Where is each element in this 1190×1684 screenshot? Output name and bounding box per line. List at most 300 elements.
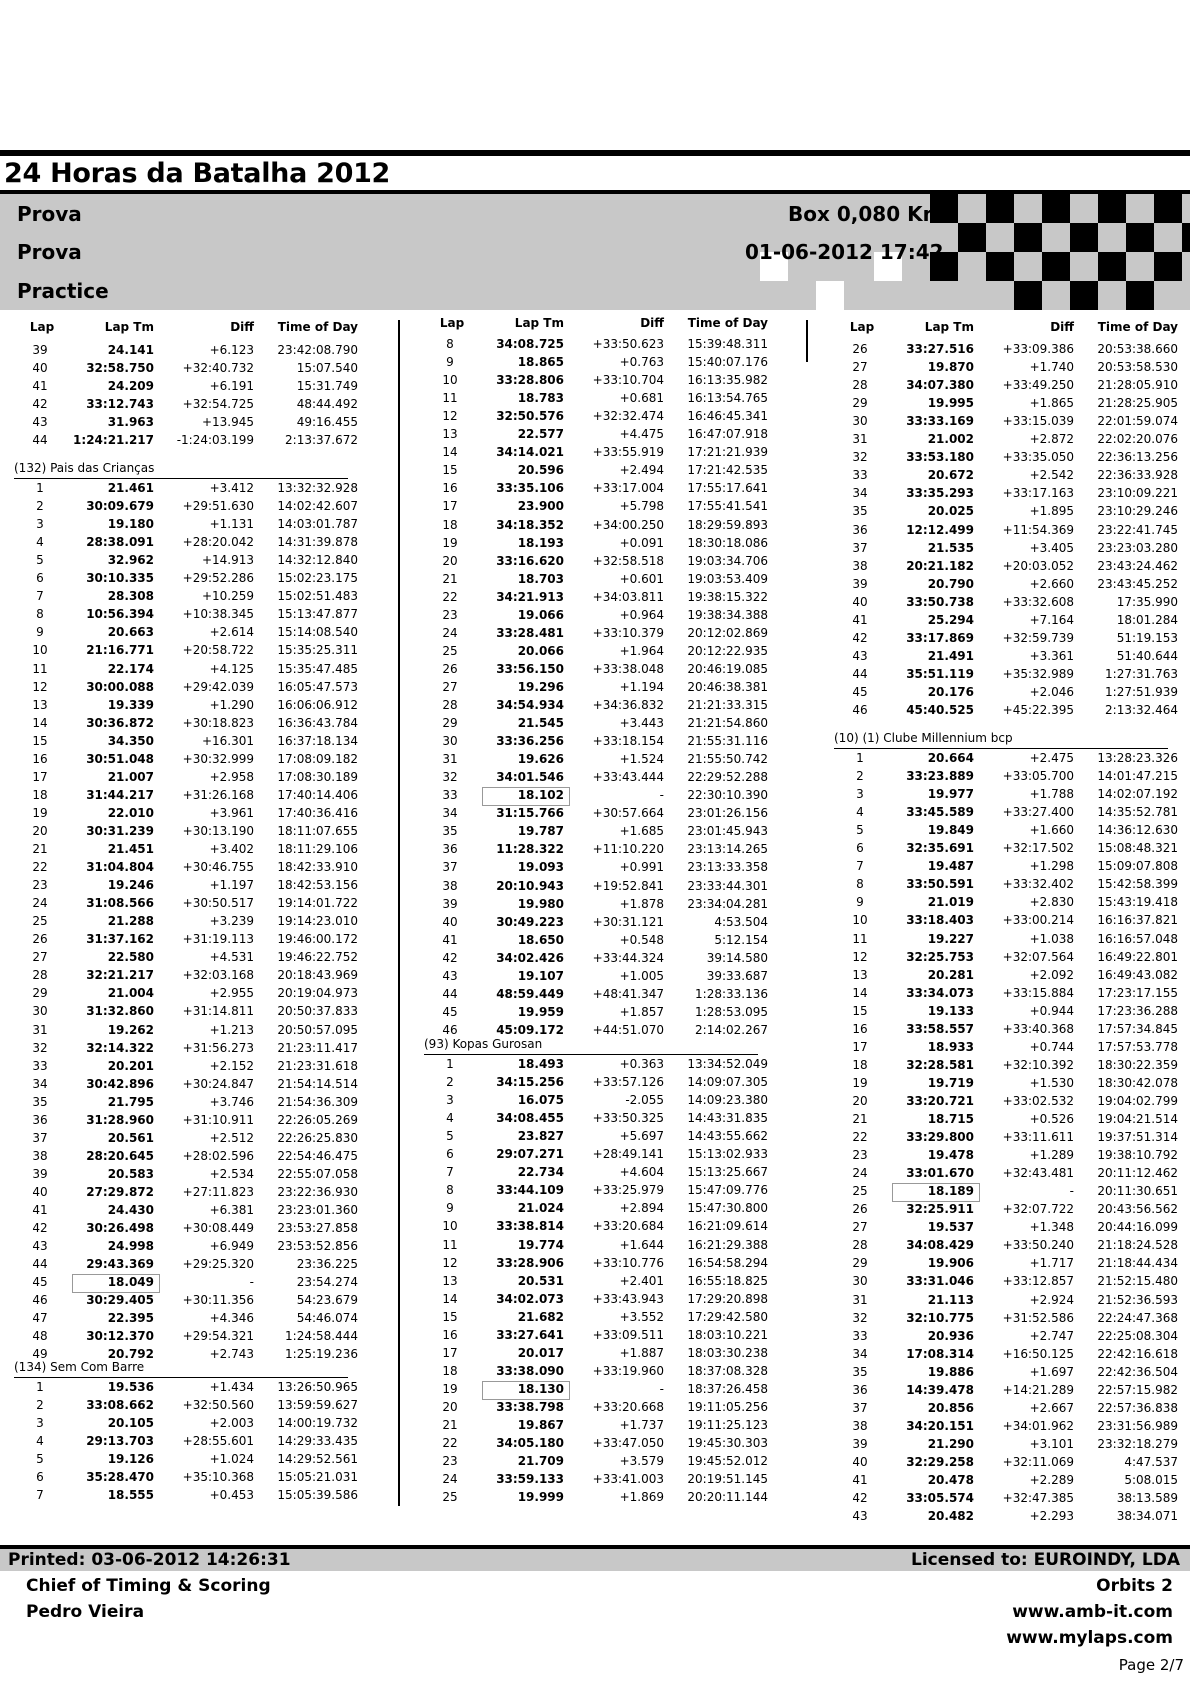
lap-time: 19.487 <box>927 859 974 874</box>
lap-diff: +2.743 <box>209 1347 254 1362</box>
lap-diff: +31:26.168 <box>182 787 254 802</box>
lap-time: 20.596 <box>517 463 564 478</box>
lap-number: 15 <box>32 733 48 748</box>
time-of-day: 18:30:22.359 <box>1097 1057 1178 1072</box>
time-of-day: 20:12:22.935 <box>687 643 768 658</box>
lap-diff: +3.443 <box>619 716 664 731</box>
lap-number: 46 <box>442 1022 458 1037</box>
lap-diff: -1:24:03.199 <box>176 433 254 448</box>
lap-number: 31 <box>442 752 458 767</box>
lap-diff: +20:58.722 <box>182 643 254 658</box>
lap-diff: +1.685 <box>619 824 664 839</box>
time-of-day: 23:36.225 <box>296 1257 358 1272</box>
lap-time: 34:14.021 <box>496 445 564 460</box>
lap-number: 21 <box>852 1112 868 1126</box>
lap-time: 24.209 <box>107 379 154 394</box>
lap-diff: +33:57.126 <box>592 1075 664 1090</box>
lap-diff: +2.924 <box>1029 1292 1074 1307</box>
lap-diff: +32:47.385 <box>1002 1491 1074 1506</box>
lap-time: 21:16.771 <box>86 643 154 658</box>
lap-number: 5 <box>36 1452 44 1467</box>
lap-time: 20.790 <box>927 576 974 591</box>
lap-number: 30 <box>852 414 868 429</box>
lap-number: 14 <box>852 985 868 1000</box>
time-of-day: 17:21:21.939 <box>687 445 768 460</box>
lap-diff: +44:51.070 <box>592 1022 664 1037</box>
time-of-day: 15:05:39.586 <box>277 1488 358 1503</box>
lap-number: 9 <box>36 625 44 640</box>
time-of-day: 23:13:14.265 <box>687 842 768 857</box>
time-of-day: 2:14:02.267 <box>695 1022 768 1037</box>
time-of-day: 2:13:32.464 <box>1105 703 1178 717</box>
team-underline <box>14 1377 348 1378</box>
lap-number: 22 <box>852 1130 868 1145</box>
lap-time: 34:18.352 <box>496 517 564 532</box>
lap-diff: +3.552 <box>619 1309 664 1324</box>
lap-time: 19.227 <box>927 931 974 946</box>
time-of-day: 1:27:51.939 <box>1105 684 1178 699</box>
lap-diff: +29:25.320 <box>182 1257 254 1272</box>
lap-time: 32:21.217 <box>86 968 154 983</box>
time-of-day: 20:19:51.145 <box>687 1472 768 1487</box>
best-lap-box <box>482 787 570 806</box>
time-of-day: 18:30:42.078 <box>1097 1075 1178 1090</box>
time-of-day: 16:54:58.294 <box>687 1255 768 1270</box>
lap-time: 19.719 <box>927 1075 974 1090</box>
lap-time: 28.308 <box>107 589 154 604</box>
lap-number: 45 <box>852 684 868 699</box>
time-of-day: 15:02:23.175 <box>277 571 358 586</box>
lap-diff: +4.475 <box>619 427 664 442</box>
lap-number: 21 <box>32 842 48 856</box>
lap-number: 4 <box>36 1434 44 1449</box>
printed-date: Printed: 03-06-2012 14:26:31 <box>8 1550 291 1570</box>
lap-diff: +33:11.611 <box>1002 1130 1074 1145</box>
lap-number: 18 <box>442 517 458 532</box>
time-of-day: 22:30:10.390 <box>687 788 768 803</box>
time-of-day: 13:59:59.627 <box>277 1398 358 1413</box>
lap-time: 29:13.703 <box>86 1434 154 1449</box>
lap-diff: +32:54.725 <box>182 397 254 412</box>
time-of-day: 22:57:36.838 <box>1097 1400 1178 1415</box>
lap-number: 29 <box>852 1256 868 1271</box>
lap-number: 5 <box>856 823 864 838</box>
time-of-day: 18:11:07.655 <box>277 823 358 838</box>
lap-time: 19.107 <box>517 968 564 983</box>
lap-diff: +33:43.444 <box>592 770 664 785</box>
lap-diff: +2.955 <box>209 986 254 1001</box>
lap-diff: +33:17.004 <box>592 481 664 496</box>
time-of-day: 1:27:31.763 <box>1105 666 1178 681</box>
time-of-day: 21:55:31.116 <box>687 734 768 749</box>
lap-time: 19.066 <box>517 607 564 622</box>
lap-time: 19.959 <box>517 1004 564 1019</box>
lap-time: 21.002 <box>927 432 974 447</box>
time-of-day: 18:37:26.458 <box>687 1381 768 1396</box>
lap-diff: +2.046 <box>1029 684 1074 699</box>
col-lap-header: Lap <box>439 316 465 330</box>
time-of-day: 18:03:10.221 <box>687 1327 768 1342</box>
lap-diff: +2.747 <box>1029 1328 1074 1343</box>
lap-diff: +1.717 <box>1029 1256 1074 1271</box>
website-link-1[interactable]: www.amb-it.com <box>1012 1602 1173 1622</box>
time-of-day: 16:36:43.784 <box>277 715 358 730</box>
lap-number: 42 <box>852 630 868 645</box>
lap-number: 10 <box>442 373 458 388</box>
time-of-day: 14:36:12.630 <box>1097 823 1178 838</box>
lap-number: 31 <box>852 1292 868 1307</box>
col-timeofday-header: Time of Day <box>277 320 358 334</box>
time-of-day: 16:21:29.388 <box>687 1237 768 1252</box>
lap-time: 28:38.091 <box>86 535 154 550</box>
time-of-day: 13:34:52.049 <box>687 1057 768 1071</box>
lap-time: 18.555 <box>107 1488 154 1503</box>
best-lap-box <box>482 1381 570 1400</box>
lap-time: 22.734 <box>517 1165 564 1180</box>
lap-diff: +29:51.630 <box>182 499 254 514</box>
lap-diff: +33:17.163 <box>1002 486 1074 501</box>
lap-diff: +32:11.069 <box>1002 1454 1074 1469</box>
lap-diff: +33:05.700 <box>1002 769 1074 784</box>
lap-number: 38 <box>852 1418 868 1433</box>
lap-diff: +29:42.039 <box>182 679 254 694</box>
lap-time: 21.113 <box>927 1292 974 1307</box>
time-of-day: 16:06:06.912 <box>277 697 358 712</box>
lap-number: 28 <box>442 698 458 712</box>
time-of-day: 15:47:30.800 <box>687 1201 768 1216</box>
lap-diff: +30:13.190 <box>182 823 254 838</box>
lap-number: 25 <box>442 643 458 658</box>
lap-time: 30:09.679 <box>86 499 154 514</box>
lap-number: 44 <box>32 1257 48 1272</box>
time-of-day: 23:42:08.790 <box>277 343 358 357</box>
time-of-day: 17:40:36.416 <box>277 805 358 820</box>
time-of-day: 19:37:51.314 <box>1097 1130 1178 1145</box>
time-of-day: 21:18:24.528 <box>1097 1238 1178 1253</box>
time-of-day: 21:54:36.309 <box>277 1094 358 1109</box>
lap-number: 34 <box>32 1076 48 1091</box>
time-of-day: 38:34.071 <box>1116 1509 1178 1524</box>
lap-diff: +2.475 <box>1029 751 1074 765</box>
lap-number: 34 <box>442 806 458 821</box>
lap-number: 30 <box>442 734 458 749</box>
lap-number: 6 <box>36 571 44 586</box>
lap-time: 34.350 <box>107 733 154 748</box>
lap-number: 36 <box>852 522 868 537</box>
box-distance: Box 0,080 Km <box>788 202 944 226</box>
time-of-day: 23:22:41.745 <box>1097 522 1178 537</box>
time-of-day: 51:40.644 <box>1116 648 1178 663</box>
time-of-day: 22:29:52.288 <box>687 770 768 785</box>
lap-diff: +33:18.154 <box>592 734 664 749</box>
lap-time: 16.075 <box>517 1093 564 1108</box>
session-datetime: 01-06-2012 17:42 <box>745 240 944 264</box>
lap-time: 30:26.498 <box>86 1221 154 1236</box>
lap-number: 35 <box>852 504 868 519</box>
team-name: (132) Pais das Crianças <box>14 461 155 475</box>
lap-diff: +28:20.042 <box>182 535 254 550</box>
lap-time: 32:28.581 <box>906 1057 974 1072</box>
lap-time: 33:44.109 <box>496 1183 564 1198</box>
lap-diff: +31:19.113 <box>182 932 254 947</box>
lap-number: 28 <box>852 378 868 393</box>
lap-number: 17 <box>852 1039 868 1054</box>
lap-time: 33:27.516 <box>906 342 974 356</box>
lap-diff: - <box>659 1381 664 1396</box>
lap-time: 19.849 <box>927 823 974 838</box>
lap-number: 35 <box>852 1364 868 1379</box>
lap-time: 20.201 <box>107 1058 154 1073</box>
time-of-day: 16:13:35.982 <box>687 373 768 388</box>
lap-diff: +33:41.003 <box>592 1472 664 1487</box>
website-link-2[interactable]: www.mylaps.com <box>1006 1628 1173 1648</box>
lap-time: 32:29.258 <box>906 1454 974 1469</box>
lap-number: 15 <box>852 1003 868 1018</box>
lap-number: 43 <box>32 415 48 430</box>
lap-time: 19.133 <box>927 1003 974 1018</box>
lap-time: 33:38.798 <box>496 1399 564 1414</box>
lap-time: 33:59.133 <box>496 1472 564 1487</box>
time-of-day: 23:23:03.280 <box>1097 540 1178 555</box>
lap-time: 33:34.073 <box>906 985 974 1000</box>
lap-number: 42 <box>442 950 458 965</box>
lap-diff: +11:10.220 <box>592 842 664 857</box>
lap-number: 23 <box>852 1148 868 1163</box>
lap-time: 45:40.525 <box>906 703 974 717</box>
lap-number: 37 <box>852 540 868 555</box>
lap-time: 33:56.150 <box>496 661 564 676</box>
lap-time: 33:35.106 <box>496 481 564 496</box>
lap-diff: +0.548 <box>619 932 664 947</box>
lap-number: 27 <box>852 360 868 375</box>
lap-time: 19.995 <box>927 396 974 411</box>
lap-diff: +14:21.289 <box>1002 1382 1074 1397</box>
col-diff-header: Diff <box>640 316 664 330</box>
time-of-day: 23:01:45.943 <box>687 824 768 839</box>
lap-number: 43 <box>442 968 458 983</box>
time-of-day: 18:37:08.328 <box>687 1363 768 1378</box>
lap-number: 8 <box>856 877 864 892</box>
lap-time: 21.004 <box>107 986 154 1001</box>
time-of-day: 14:35:52.781 <box>1097 805 1178 820</box>
lap-time: 35:28.470 <box>86 1470 154 1485</box>
lap-time: 21.024 <box>517 1201 564 1216</box>
col-laptime-header: Lap Tm <box>104 320 154 334</box>
lap-number: 33 <box>852 1328 868 1343</box>
team-name: (10) (1) Clube Millennium bcp <box>834 731 1013 745</box>
lap-diff: +33:15.039 <box>1002 414 1074 429</box>
time-of-day: 5:08.015 <box>1124 1473 1178 1487</box>
lap-number: 9 <box>856 895 864 910</box>
time-of-day: 15:07.540 <box>296 361 358 376</box>
lap-diff: +0.526 <box>1029 1112 1074 1126</box>
time-of-day: 14:09:23.380 <box>687 1093 768 1108</box>
time-of-day: 18:11:29.106 <box>277 842 358 856</box>
lap-time: 30:31.239 <box>86 823 154 838</box>
lap-number: 31 <box>32 1022 48 1037</box>
lap-diff: +30:24.847 <box>182 1076 254 1091</box>
time-of-day: 17:57:34.845 <box>1097 1021 1178 1036</box>
lap-diff: +28:49.141 <box>592 1147 664 1162</box>
lap-time: 19.867 <box>517 1418 564 1432</box>
lap-time: 21.709 <box>517 1454 564 1469</box>
lap-number: 26 <box>442 661 458 676</box>
time-of-day: 22:26:05.269 <box>277 1112 358 1127</box>
lap-number: 23 <box>32 878 48 893</box>
lap-diff: +32:59.739 <box>1002 630 1074 645</box>
lap-time: 20.561 <box>107 1130 154 1145</box>
lap-time: 19.977 <box>927 787 974 802</box>
time-of-day: 23:10:09.221 <box>1097 486 1178 501</box>
time-of-day: 19:38:15.322 <box>687 589 768 604</box>
lap-number: 18 <box>32 787 48 802</box>
lap-number: 2 <box>36 499 44 514</box>
lap-time: 30:36.872 <box>86 715 154 730</box>
page-number: Page 2/7 <box>1118 1656 1184 1674</box>
lap-number: 16 <box>852 1021 868 1036</box>
lap-time: 34:02.073 <box>496 1291 564 1306</box>
col-laptime-header: Lap Tm <box>514 316 564 330</box>
lap-diff: +4.346 <box>209 1311 254 1326</box>
lap-time: 19.246 <box>107 878 154 893</box>
time-of-day: 19:04:02.799 <box>1097 1093 1178 1108</box>
lap-time: 28:20.645 <box>86 1148 154 1163</box>
lap-time: 19.093 <box>517 860 564 875</box>
lap-time: 21.007 <box>107 769 154 784</box>
lap-diff: +14.913 <box>201 553 254 568</box>
lap-number: 6 <box>856 841 864 856</box>
lap-time: 23.900 <box>517 499 564 514</box>
lap-number: 14 <box>442 1291 458 1306</box>
lap-diff: +33:35.050 <box>1002 450 1074 465</box>
lap-number: 39 <box>32 343 48 357</box>
lap-diff: +27:11.823 <box>182 1184 254 1199</box>
time-of-day: 23:43:24.462 <box>1097 558 1178 573</box>
time-of-day: 21:21:33.315 <box>687 698 768 712</box>
lap-number: 38 <box>852 558 868 573</box>
time-of-day: 13:32:32.928 <box>277 481 358 495</box>
lap-diff: +32:32.474 <box>592 409 664 424</box>
lap-number: 40 <box>852 594 868 609</box>
time-of-day: 1:28:53.095 <box>695 1004 768 1019</box>
time-of-day: 17:55:17.641 <box>687 481 768 496</box>
lap-diff: +33:50.325 <box>592 1111 664 1126</box>
lap-number: 24 <box>852 1166 868 1181</box>
lap-number: 1 <box>446 1057 454 1071</box>
time-of-day: 22:54:46.475 <box>277 1148 358 1163</box>
lap-number: 9 <box>446 355 454 370</box>
lap-time: 19.870 <box>927 360 974 375</box>
lap-diff: +3.361 <box>1029 648 1074 663</box>
time-of-day: 15:35:47.485 <box>277 661 358 676</box>
lap-time: 33:28.806 <box>496 373 564 388</box>
lap-number: 10 <box>442 1219 458 1234</box>
lap-time: 22.580 <box>107 950 154 965</box>
lap-number: 6 <box>446 1147 454 1162</box>
lap-diff: -2.055 <box>625 1093 664 1108</box>
time-of-day: 20:18:43.969 <box>277 968 358 983</box>
lap-time: 21.288 <box>107 914 154 929</box>
time-of-day: 17:55:41.541 <box>687 499 768 514</box>
time-of-day: 19:11:25.123 <box>687 1418 768 1432</box>
lap-diff: - <box>1069 1184 1074 1199</box>
time-of-day: 1:25:19.236 <box>285 1347 358 1362</box>
lap-time: 34:08.455 <box>496 1111 564 1126</box>
lap-time: 21.019 <box>927 895 974 910</box>
lap-time: 33:12.743 <box>86 397 154 412</box>
lap-time: 33:29.800 <box>906 1130 974 1145</box>
lap-number: 23 <box>442 1454 458 1469</box>
lap-number: 6 <box>36 1470 44 1485</box>
lap-number: 33 <box>852 468 868 483</box>
lap-number: 27 <box>442 679 458 694</box>
lap-time: 32:10.775 <box>906 1310 974 1325</box>
lap-diff: +31:10.911 <box>182 1112 254 1127</box>
lap-number: 16 <box>32 751 48 766</box>
time-of-day: 39:33.687 <box>706 968 768 983</box>
lap-number: 19 <box>32 805 48 820</box>
lap-diff: +33:27.400 <box>1002 805 1074 820</box>
lap-time: 19.262 <box>107 1022 154 1037</box>
lap-number: 32 <box>852 1310 868 1325</box>
lap-diff: +1.197 <box>209 878 254 893</box>
time-of-day: 22:02:20.076 <box>1097 432 1178 447</box>
lap-number: 9 <box>446 1201 454 1216</box>
lap-number: 41 <box>32 379 48 394</box>
time-of-day: 14:03:01.787 <box>277 517 358 532</box>
time-of-day: 22:26:25.830 <box>277 1130 358 1145</box>
lap-diff: +6.381 <box>209 1203 254 1217</box>
lap-time: 32:14.322 <box>86 1040 154 1055</box>
lap-number: 46 <box>32 1293 48 1308</box>
lap-number: 2 <box>446 1075 454 1090</box>
time-of-day: 20:11:30.651 <box>1097 1184 1178 1199</box>
lap-diff: +33:32.608 <box>1002 594 1074 609</box>
lap-diff: +33:44.324 <box>592 950 664 965</box>
lap-time: 32:25.753 <box>906 949 974 964</box>
lap-number: 36 <box>852 1382 868 1397</box>
time-of-day: 14:02:42.607 <box>277 499 358 514</box>
lap-time: 19.126 <box>107 1452 154 1467</box>
lap-number: 4 <box>36 535 44 550</box>
lap-diff: +33:20.684 <box>592 1219 664 1234</box>
lap-time: 33:38.814 <box>496 1219 564 1234</box>
lap-diff: +30:32.999 <box>182 751 254 766</box>
lap-diff: +0.453 <box>209 1488 254 1503</box>
time-of-day: 23:33:44.301 <box>687 878 768 893</box>
time-of-day: 39:14.580 <box>706 950 768 965</box>
time-of-day: 23:32:18.279 <box>1097 1436 1178 1451</box>
lap-number: 17 <box>442 1345 458 1360</box>
lap-time: 32.962 <box>107 553 154 568</box>
lap-diff: - <box>249 1275 254 1290</box>
lap-time: 35:51.119 <box>906 666 974 681</box>
lap-diff: +48:41.347 <box>592 986 664 1001</box>
lap-diff: +33:09.511 <box>592 1327 664 1342</box>
lap-time: 18.933 <box>927 1039 974 1054</box>
lap-diff: +2.830 <box>1029 895 1074 910</box>
time-of-day: 14:43:55.662 <box>687 1129 768 1144</box>
time-of-day: 21:21:54.860 <box>687 716 768 731</box>
time-of-day: 23:10:29.246 <box>1097 504 1178 519</box>
lap-number: 33 <box>32 1058 48 1073</box>
lap-diff: +35:32.989 <box>1002 666 1074 681</box>
lap-diff: +32:10.392 <box>1002 1057 1074 1072</box>
lap-number: 32 <box>442 770 458 785</box>
lap-number: 37 <box>442 860 458 875</box>
lap-diff: +33:43.943 <box>592 1291 664 1306</box>
lap-time: 45:09.172 <box>496 1022 564 1037</box>
